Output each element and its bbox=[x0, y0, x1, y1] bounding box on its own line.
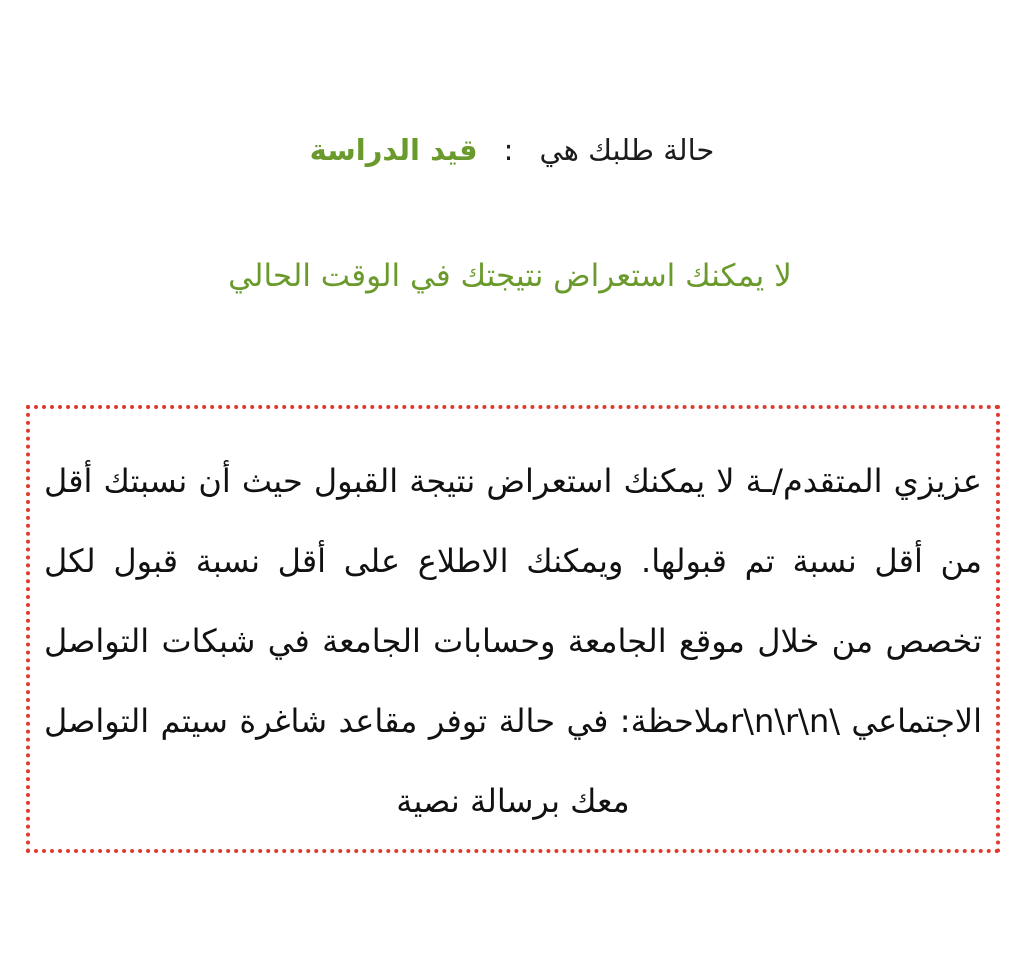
result-unavailable-notice: لا يمكنك استعراض نتيجتك في الوقت الحالي bbox=[228, 258, 792, 294]
status-value: قيد الدراسة bbox=[309, 133, 478, 167]
status-separator: : bbox=[503, 133, 514, 167]
status-label: حالة طلبك هي bbox=[539, 133, 715, 167]
message-box bbox=[26, 405, 1000, 853]
message-text: عزيزي المتقدم/ـة لا يمكنك استعراض نتيجة القبول حيث أن نسبتك أقل من أقل نسبة تم قبولها. ويمكنك الاطلاع على أقل نسبة قبول لكل تخصص من خلال موقع الجامعة وحسابات الجامعة في شبكات التواصل الاجتماعي \r\n\r\nملاحظة: في حالة توفر مقاعد شاغرة سيتم التواصل معك برسالة نصية bbox=[44, 462, 983, 820]
application-status-line bbox=[0, 122, 1024, 178]
